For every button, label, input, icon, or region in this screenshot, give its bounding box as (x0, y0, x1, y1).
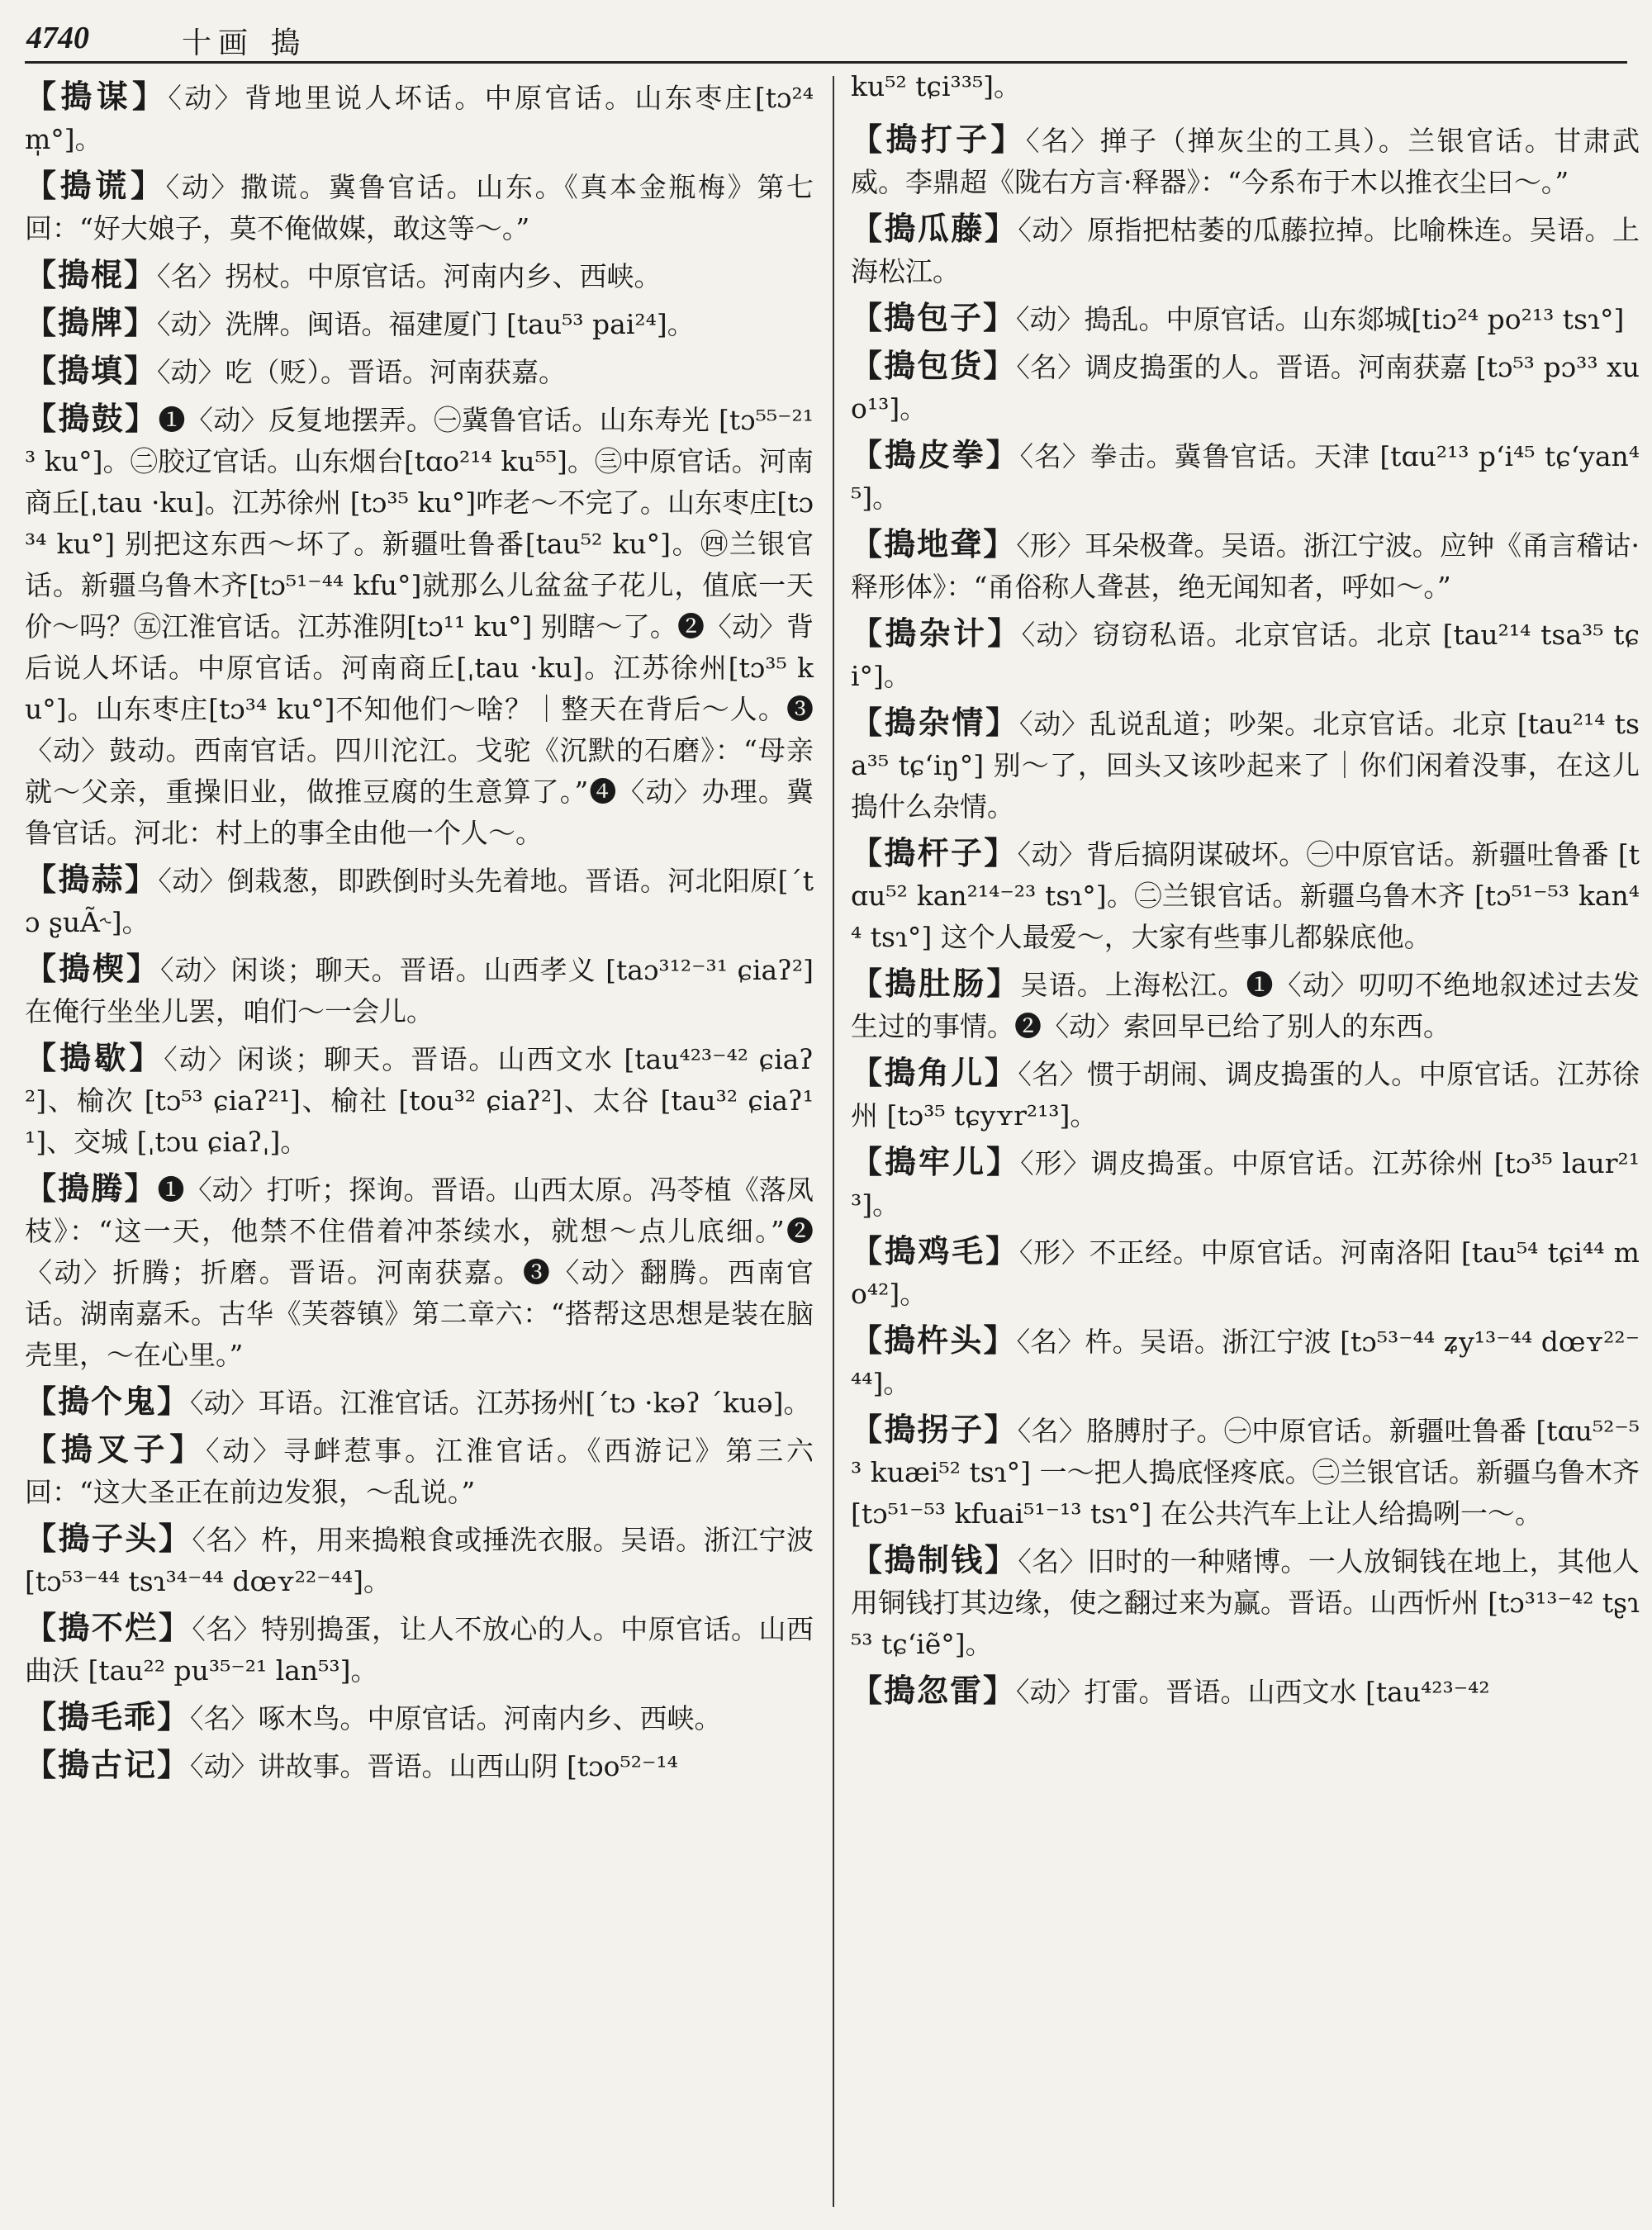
entry-definition: 〈名〉拐杖。中原官话。河南内乡、西峡。 (157, 260, 662, 292)
entry-headword: 【搗杂计】 (851, 614, 1022, 652)
entry-definition: ku⁵² tɕi³³⁵]。 (851, 70, 1022, 102)
dictionary-entry (851, 1052, 1640, 1136)
entry-definition: ❶〈动〉打听；探询。晋语。山西太原。冯苓植《落凤枝》：“这一天，他禁不住借着冲茶续水，就想～点儿底细。”❷〈动〉折腾；折磨。晋语。河南获嘉。❸〈动〉翻腾。西南官话。湖南嘉禾。古华《芙蓉镇》第二章六：“搭帮这思想是装在脑壳里，～在心里。” (25, 1174, 814, 1371)
dictionary-entry (25, 948, 814, 1032)
entry-headword: 【搗鸡毛】 (851, 1232, 1019, 1269)
column-divider (833, 76, 834, 2207)
entry-headword: 【搗制钱】 (851, 1541, 1018, 1578)
entry-headword: 【搗腾】 (25, 1170, 158, 1207)
dictionary-entry (851, 613, 1640, 697)
entry-definition: 〈名〉啄木鸟。中原官话。河南内乡、西峡。 (190, 1702, 722, 1734)
page-number: 4740 (26, 21, 89, 55)
entry-definition: 〈动〉寻衅惹事。江淮官话。《西游记》第三六回：“这大圣正在前边发狠，～乱说。” (25, 1435, 814, 1508)
entry-headword: 【搗杆子】 (851, 834, 1018, 871)
entry-headword: 【搗包货】 (851, 347, 1017, 384)
entry-definition: 〈名〉调皮搗蛋的人。晋语。河南获嘉 [tɔ⁵³ pɔ³³ xuo¹³]。 (851, 351, 1640, 425)
entry-definition: 〈动〉讲故事。晋语。山西山阴 [tɔo⁵²⁻¹⁴ (190, 1750, 678, 1782)
dictionary-entry (851, 702, 1640, 828)
right-column (851, 66, 1640, 1718)
dictionary-entry (851, 434, 1640, 519)
entry-headword: 【搗蒜】 (25, 861, 159, 898)
entry-headword: 【搗楔】 (25, 950, 161, 987)
dictionary-entry (851, 1670, 1640, 1713)
entry-headword: 【搗棍】 (25, 256, 158, 293)
entry-definition: 〈动〉撒谎。冀鲁官话。山东。《真本金瓶梅》第七回：“好大娘子，莫不俺做媒，敢这等～。” (25, 171, 814, 244)
entry-definition: 〈动〉背地里说人坏话。中原官话。山东枣庄[tɔ²⁴ m̩°]。 (25, 82, 814, 155)
entry-headword: 【搗谎】 (25, 167, 166, 204)
entry-definition: 〈名〉旧时的一种赌博。一人放铜钱在地上，其他人用铜钱打其边缘，使之翻过来为赢。晋语。山西忻州 [tɔ³¹³⁻⁴² tʂɿ⁵³ tɕʻiẽ°]。 (851, 1545, 1640, 1660)
dictionary-entry (851, 1141, 1640, 1226)
entry-definition: 〈名〉惯于胡闹、调皮搗蛋的人。中原官话。江苏徐州 [tɔ³⁵ tɕyʏr²¹³]。 (851, 1058, 1640, 1132)
dictionary-entry (851, 1409, 1640, 1535)
dictionary-entry (25, 165, 814, 249)
dictionary-entry (851, 1231, 1640, 1315)
dictionary-entry (25, 1429, 814, 1513)
entry-definition: 〈动〉原指把枯萎的瓜藤拉掉。比喻株连。吴语。上海松江。 (851, 214, 1640, 287)
dictionary-entry (851, 297, 1640, 340)
entry-headword: 【搗子头】 (25, 1520, 192, 1557)
entry-headword: 【搗歇】 (25, 1039, 164, 1076)
entry-definition: ❶〈动〉反复地摆弄。㊀冀鲁官话。山东寿光 [tɔ⁵⁵⁻²¹³ ku°]。㊁胶辽官话。山东烟台[tɑo²¹⁴ ku⁵⁵]。㊂中原官话。河南商丘[ˌtau ·ku]。江苏徐州 [tɔ³⁵ ku°]咋老～不完了。山东枣庄[tɔ³⁴ ku°] 别把这东西～坏了。新疆吐鲁番[tau⁵² ku°]。㊃兰银官话。新疆乌鲁木齐[tɔ⁵¹⁻⁴⁴ kfu°]就那么儿盆盆子花儿，值底一天价～吗？㊄江淮官话。江苏淮阴[tɔ¹¹ ku°] 别瞎～了。❷〈动〉背后说人坏话。中原官话。河南商丘[ˌtau ·ku]。江苏徐州[tɔ³⁵ ku°]。山东枣庄[tɔ³⁴ ku°]不知他们～啥？｜整天在背后～人。❸〈动〉鼓动。西南官话。四川沱江。戈驼《沉默的石磨》：“母亲就～父亲，重操旧业，做推豆腐的生意算了。”❹〈动〉办理。冀鲁官话。河北：村上的事全由他一个人～。 (25, 404, 814, 849)
entry-headword: 【搗地聋】 (851, 525, 1017, 562)
entry-definition: 〈名〉拳击。冀鲁官话。天津 [tɑu²¹³ pʻi⁴⁵ tɕʻyan⁴⁵]。 (851, 440, 1640, 514)
dictionary-entry (25, 254, 814, 297)
entry-headword: 【搗包子】 (851, 299, 1017, 336)
entry-definition: 〈名〉胳膊肘子。㊀中原官话。新疆吐鲁番 [tɑu⁵²⁻⁵³ kuæi⁵² tsɿ°] 一～把人搗底怪疼底。㊁兰银官话。新疆乌鲁木齐 [tɔ⁵¹⁻⁵³ kfuai⁵¹⁻¹³ tsɿ°] 在公共汽车上让人给搗咧一～。 (851, 1415, 1640, 1530)
dictionary-entry (851, 963, 1640, 1047)
entry-definition: 〈名〉杵。吴语。浙江宁波 [tɔ⁵³⁻⁴⁴ ʑy¹³⁻⁴⁴ dœʏ²²⁻⁴⁴]。 (851, 1326, 1640, 1399)
entry-definition: 〈名〉杵，用来搗粮食或捶洗衣服。吴语。浙江宁波 [tɔ⁵³⁻⁴⁴ tsɿ³⁴⁻⁴⁴ dœʏ²²⁻⁴⁴]。 (25, 1524, 814, 1597)
entry-headword: 【搗拐子】 (851, 1411, 1018, 1448)
entry-headword: 【搗不烂】 (25, 1609, 192, 1646)
dictionary-entry (25, 350, 814, 393)
entry-headword: 【搗杂情】 (851, 704, 1019, 741)
dictionary-entry (25, 302, 814, 345)
entry-definition: 〈动〉耳语。江淮官话。江苏扬州[ˊtɔ ·kəʔ ˊkuə]。 (190, 1387, 811, 1419)
dictionary-entry (851, 1540, 1640, 1665)
entry-definition: 〈形〉不正经。中原官话。河南洛阳 [tau⁵⁴ tɕi⁴⁴ mo⁴²]。 (851, 1236, 1640, 1310)
entry-definition: 〈动〉倒栽葱，即跌倒时头先着地。晋语。河北阳原[ˊtɔ ʂuÃ˞]。 (25, 865, 814, 938)
left-column (25, 76, 814, 1792)
page-header (25, 15, 1627, 64)
entry-headword: 【搗谋】 (25, 78, 169, 115)
dictionary-entry (25, 1381, 814, 1424)
entry-definition: 〈名〉特别搗蛋，让人不放心的人。中原官话。山西曲沃 [tau²² pu³⁵⁻²¹ lan⁵³]。 (25, 1613, 814, 1687)
entry-headword: 【搗打子】 (851, 121, 1026, 158)
entry-definition: 〈名〉掸子（掸灰尘的工具）。兰银官话。甘肃武威。李鼎超《陇右方言·释器》：“今系布于木以推衣尘曰～。” (851, 125, 1640, 198)
dictionary-entry (851, 208, 1640, 292)
entry-headword: 【搗古记】 (25, 1746, 191, 1783)
dictionary-entry (25, 1696, 814, 1739)
entry-definition: 〈形〉调皮搗蛋。中原官话。江苏徐州 [tɔ³⁵ laur²¹³]。 (851, 1147, 1640, 1221)
dictionary-entry (25, 859, 814, 943)
entry-definition: 〈动〉打雷。晋语。山西文水 [tau⁴²³⁻⁴² (1016, 1676, 1490, 1708)
entry-definition: 〈动〉闲谈；聊天。晋语。山西孝义 [taɔ³¹²⁻³¹ ɕiaʔ²] 在俺行坐坐儿罢，咱们～一会儿。 (25, 954, 814, 1027)
entry-definition: 〈动〉搗乱。中原官话。山东郯城[tiɔ²⁴ po²¹³ tsɿ°] (1016, 303, 1625, 335)
dictionary-entry (25, 1037, 814, 1163)
dictionary-entry (851, 345, 1640, 429)
dictionary-entry (25, 1518, 814, 1602)
entry-definition: 〈动〉背后搞阴谋破坏。㊀中原官话。新疆吐鲁番 [tɑu⁵² kan²¹⁴⁻²³ tsɿ°]。㊁兰银官话。新疆乌鲁木齐 [tɔ⁵¹⁻⁵³ kan⁴⁴ tsɿ°] 这个人最爱～，大家有些事儿都躲底他。 (851, 838, 1640, 953)
dictionary-entry (25, 398, 814, 854)
entry-headword: 【搗角儿】 (851, 1054, 1018, 1091)
running-head: 十画 搗 (182, 26, 307, 60)
entry-headword: 【搗皮拳】 (851, 436, 1020, 473)
entry-headword: 【搗个鬼】 (25, 1383, 191, 1420)
dictionary-entry (25, 1168, 814, 1376)
entry-definition: 〈动〉闲谈；聊天。晋语。山西文水 [tau⁴²³⁻⁴² ɕiaʔ²]、榆次 [tɔ⁵³ ɕiaʔ²¹]、榆社 [tou³² ɕiaʔ²]、太谷 [tau³² ɕiaʔ¹¹]、交城 [ˌtɔu ɕiaʔˌ]。 (25, 1043, 814, 1158)
dictionary-entry (851, 524, 1640, 608)
dictionary-entry (25, 76, 814, 160)
entry-headword: 【搗叉子】 (25, 1431, 206, 1468)
entry-definition: 〈动〉窃窃私语。北京官话。北京 [tau²¹⁴ tsa³⁵ tɕi°]。 (851, 619, 1640, 692)
dictionary-entry (851, 833, 1640, 958)
entry-definition: 〈动〉洗牌。闽语。福建厦门 [tau⁵³ pai²⁴]。 (157, 308, 695, 340)
entry-headword: 【搗牢儿】 (851, 1143, 1021, 1180)
entry-headword: 【搗忽雷】 (851, 1672, 1017, 1709)
dictionary-entry (25, 1607, 814, 1691)
dictionary-entry (851, 1320, 1640, 1404)
dictionary-entry (851, 119, 1640, 203)
entry-headword: 【搗毛乖】 (25, 1698, 191, 1735)
entry-headword: 【搗杵头】 (851, 1321, 1017, 1359)
entry-headword: 【搗瓜藤】 (851, 210, 1018, 247)
entry-definition: 〈动〉乱说乱道；吵架。北京官话。北京 [tau²¹⁴ tsa³⁵ tɕʻiŋ°] 别～了，回头又该吵起来了｜你们闲着没事，在这儿搗什么杂情。 (851, 708, 1640, 823)
entry-definition: 〈形〉耳朵极聋。吴语。浙江宁波。应钟《甬言稽诂·释形体》：“甬俗称人聋甚，绝无闻知者，呼如～。” (851, 529, 1640, 603)
entry-headword: 【搗鼓】 (25, 400, 159, 437)
entry-definition: 〈动〉吃（贬）。晋语。河南获嘉。 (157, 356, 567, 388)
entry-headword: 【搗牌】 (25, 304, 158, 341)
dictionary-entry (25, 1744, 814, 1787)
entry-definition: 吴语。上海松江。❶〈动〉叨叨不绝地叙述过去发生过的事情。❷〈动〉索回早已给了别人的东西。 (851, 969, 1640, 1042)
entry-headword: 【搗填】 (25, 352, 158, 389)
entry-headword: 【搗肚肠】 (851, 965, 1021, 1002)
dictionary-entry (851, 66, 1640, 107)
